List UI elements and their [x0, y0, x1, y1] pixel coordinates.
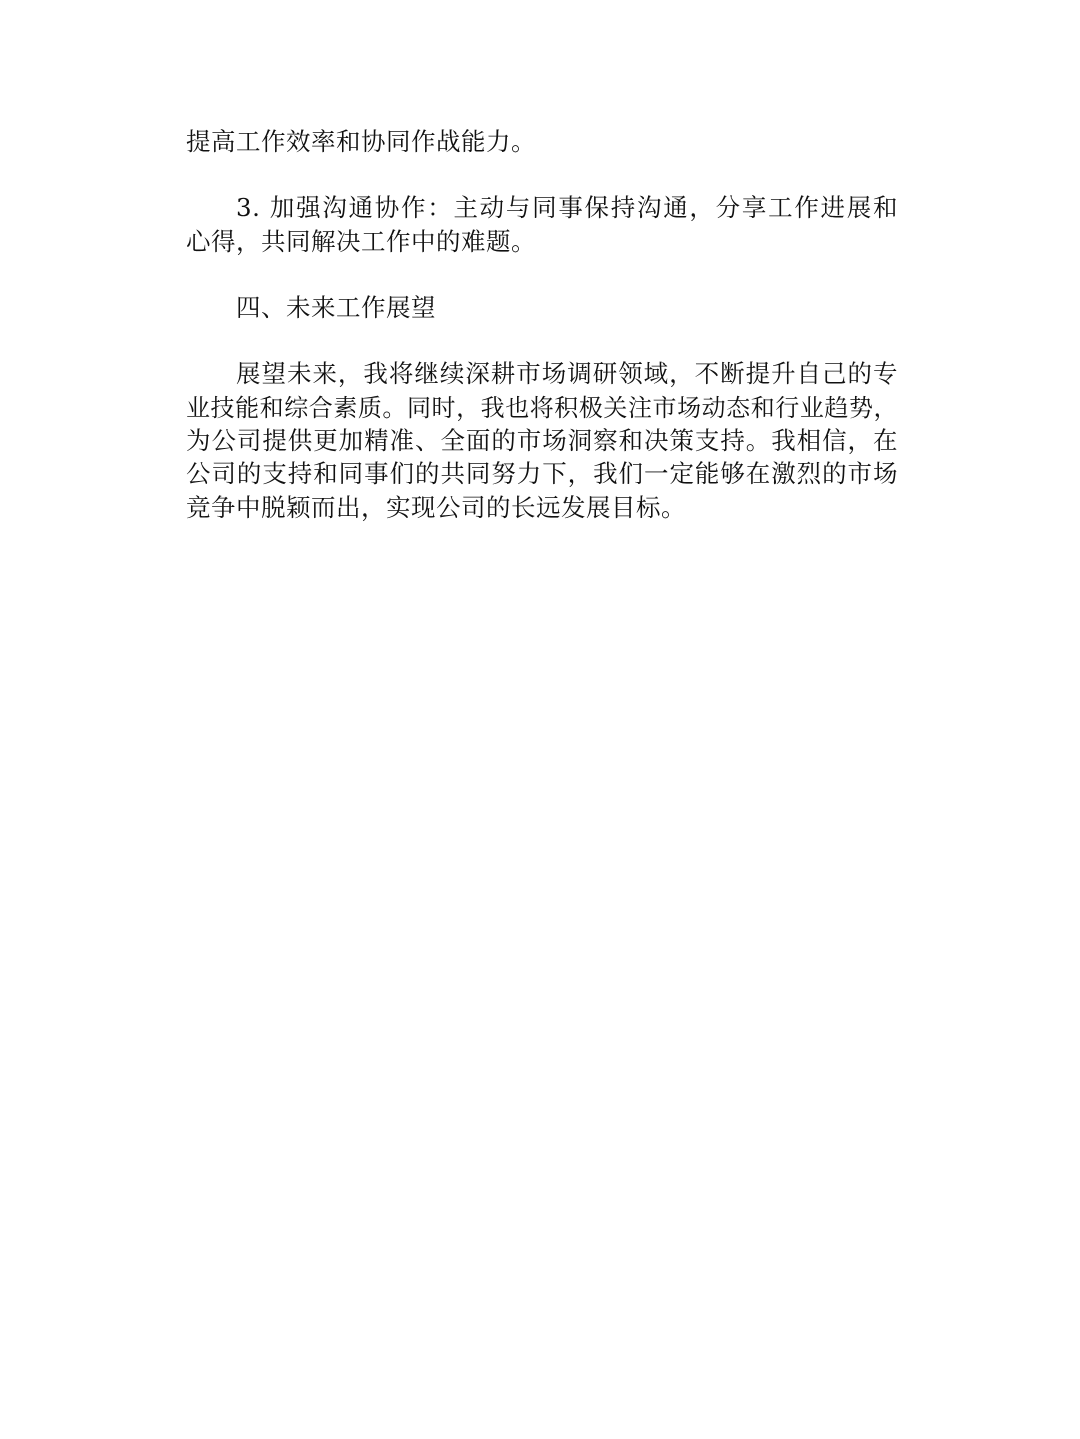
outlook-paragraph-line-1: 展望未来，我将继续深耕市场调研领域，不断提升自己的专	[236, 359, 898, 388]
outlook-paragraph-line-5: 竞争中脱颖而出，实现公司的长远发展目标。	[186, 493, 686, 522]
outlook-paragraph-line-4: 公司的支持和同事们的共同努力下，我们一定能够在激烈的市场	[186, 459, 898, 488]
outlook-paragraph-line-2: 业技能和综合素质。同时，我也将积极关注市场动态和行业趋势，	[186, 394, 898, 422]
list-item-3-line-2: 心得，共同解决工作中的难题。	[186, 227, 536, 256]
section-heading: 四、未来工作展望	[236, 293, 436, 322]
outlook-paragraph-line-3: 为公司提供更加精准、全面的市场洞察和决策支持。我相信，在	[186, 426, 898, 455]
list-item-3-line-1: 3. 加强沟通协作：主动与同事保持沟通，分享工作进展和	[236, 193, 898, 222]
paragraph-continuation-line: 提高工作效率和协同作战能力。	[186, 127, 536, 156]
